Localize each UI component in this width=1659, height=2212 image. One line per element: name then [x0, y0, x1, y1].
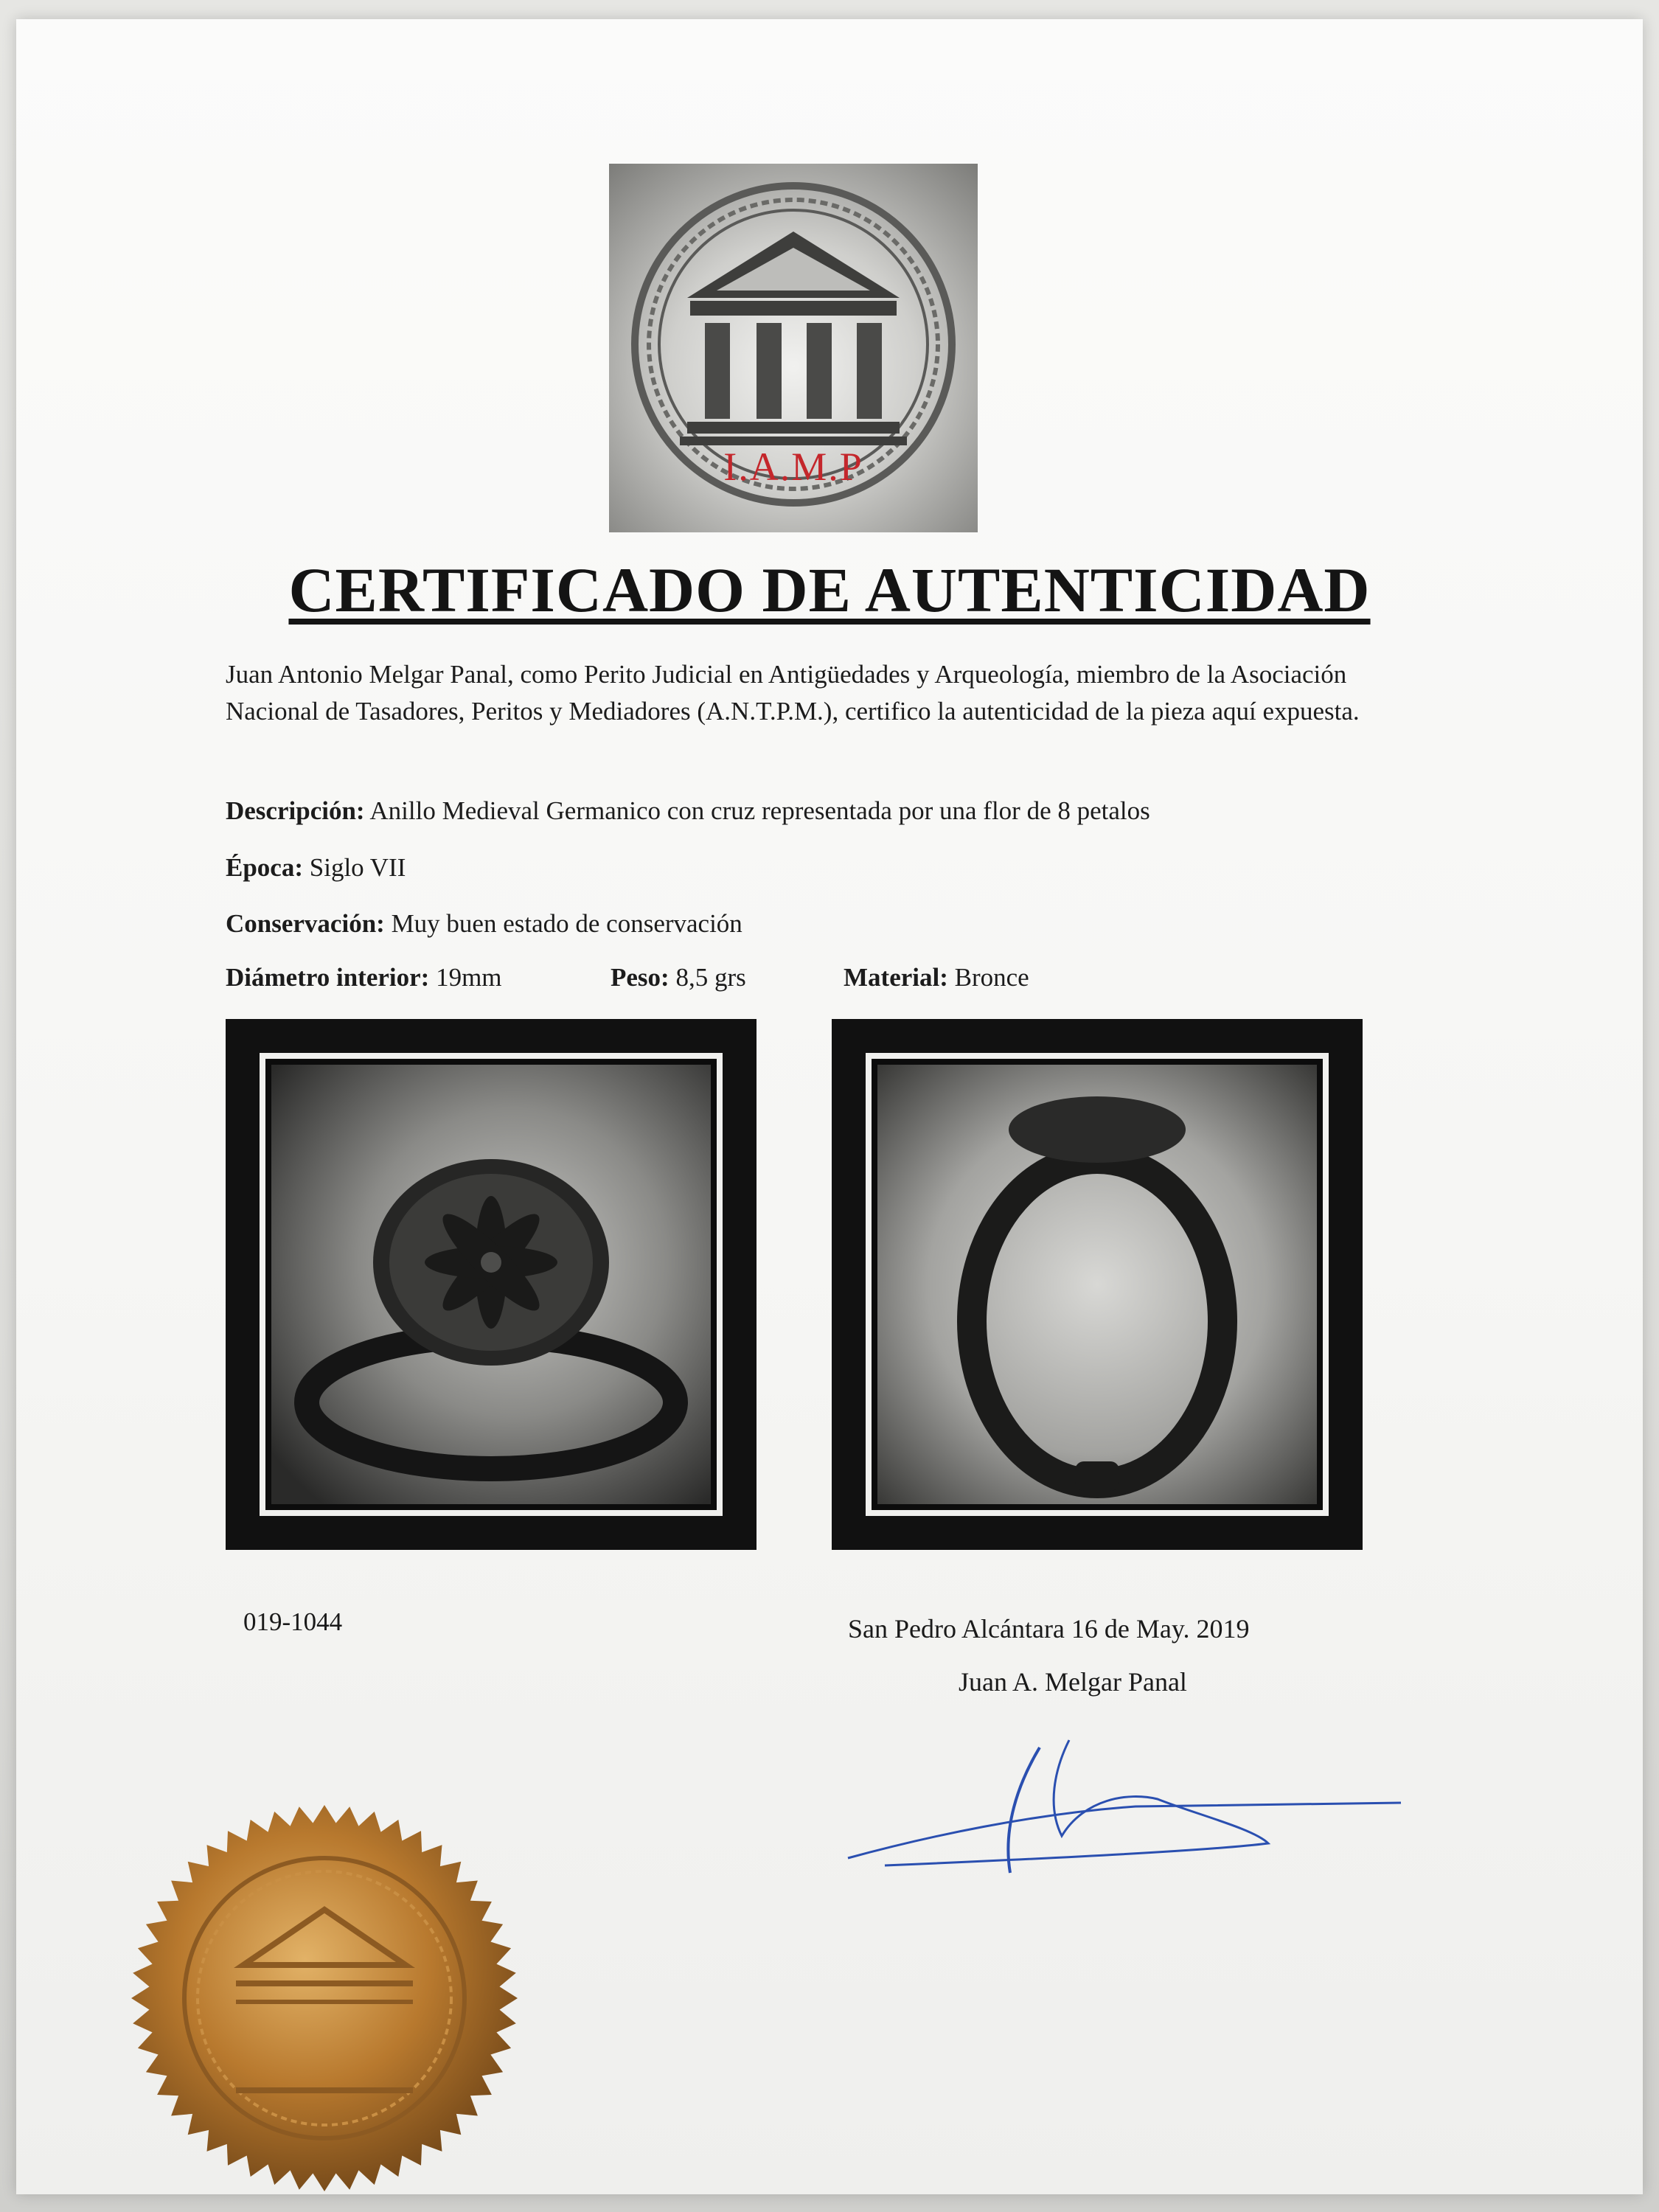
logo-text: I.A.M.P — [723, 445, 863, 489]
serial-number: 019-1044 — [243, 1607, 343, 1636]
field-value: Muy buen estado de conservación — [391, 909, 742, 938]
signature — [841, 1725, 1416, 1902]
ring-side-photo — [832, 1019, 1363, 1550]
field-value: 19mm — [436, 963, 502, 992]
field-peso — [611, 963, 746, 992]
field-value: Siglo VII — [309, 853, 406, 882]
field-descripcion — [226, 796, 1150, 826]
ring-band-icon — [832, 1019, 1363, 1550]
field-label: Material: — [844, 963, 948, 992]
seal-edge — [131, 1805, 518, 2191]
field-diametro — [226, 963, 502, 992]
field-material — [844, 963, 1029, 992]
field-label: Conservación: — [226, 909, 385, 938]
field-value: Anillo Medieval Germanico con cruz representada por una flor de 8 petalos — [369, 796, 1150, 825]
field-epoca — [226, 853, 406, 883]
field-value: Bronce — [954, 963, 1029, 992]
ring-flower-icon — [226, 1019, 757, 1550]
place-date: San Pedro Alcántara 16 de May. 2019 — [848, 1614, 1250, 1644]
field-label: Época: — [226, 853, 303, 882]
field-label: Descripción: — [226, 796, 365, 825]
signer-name: Juan A. Melgar Panal — [959, 1667, 1187, 1697]
field-value: 8,5 grs — [675, 963, 746, 992]
field-label: Peso: — [611, 963, 669, 992]
intro-paragraph: Juan Antonio Melgar Panal, como Perito Judicial en Antigüedades y Arqueología, miembro de la Asociación Nacional de Tasadores, Peritos y Mediadores (A.N.T.P.M.), certifico la autenticidad de la pieza aquí expuesta. — [226, 660, 1360, 726]
ring-front-photo — [226, 1019, 757, 1550]
gold-seal-icon — [125, 1799, 524, 2197]
logo — [609, 164, 978, 532]
certificate-title: CERTIFICADO DE AUTENTICIDAD — [288, 554, 1371, 625]
seal-shape — [131, 1805, 518, 2191]
field-conservacion — [226, 909, 742, 939]
field-label: Diámetro interior: — [226, 963, 430, 992]
